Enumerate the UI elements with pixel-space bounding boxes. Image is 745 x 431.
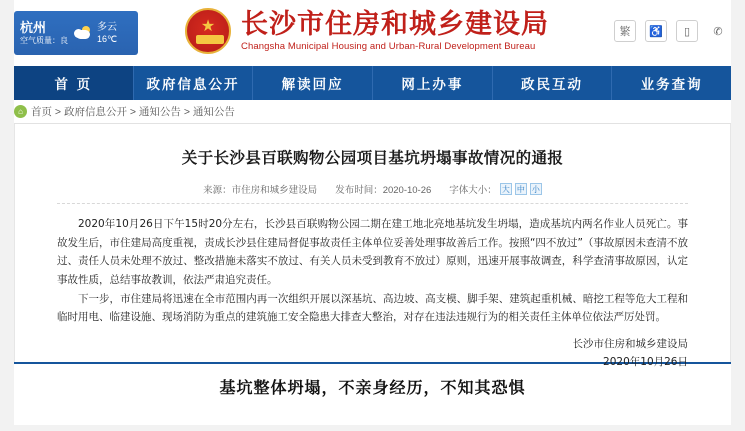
mobile-icon[interactable]: ▯ <box>676 20 698 42</box>
weather-city: 杭州 <box>20 19 47 35</box>
font-size-medium-button[interactable]: 中 <box>516 184 525 194</box>
accessibility-icon[interactable]: ♿ <box>645 20 667 42</box>
traditional-chinese-icon[interactable]: 繁 <box>614 20 636 42</box>
brand-text <box>241 8 549 52</box>
article-container <box>14 124 731 368</box>
weather-air-quality: 空气质量：良 <box>20 35 68 45</box>
font-size-small-button[interactable]: 小 <box>531 184 540 194</box>
article-meta <box>57 182 688 204</box>
site-header <box>0 0 745 66</box>
weather-condition: 多云 <box>97 21 117 33</box>
signature-org: 长沙市住房和城乡建设局 <box>572 338 688 351</box>
site-brand[interactable] <box>185 8 549 54</box>
main-navigation <box>14 66 731 100</box>
nav-item-online-service[interactable]: 网上办事 <box>373 66 493 100</box>
nav-item-business-query[interactable]: 业务查询 <box>640 77 703 93</box>
cloud-icon <box>72 26 94 40</box>
breadcrumb-text[interactable]: 首页 > 政府信息公开 > 通知公告 > 通知公告 <box>31 106 235 118</box>
font-size-control <box>449 182 542 196</box>
nav-item-government-info[interactable]: 政府信息公开 <box>134 66 254 100</box>
article-publish-time: 发布时间：2020-10-26 <box>335 185 432 196</box>
article-source: 来源：市住房和城乡建设局 <box>203 185 318 196</box>
nav-item-home[interactable]: 首 页 <box>14 66 134 100</box>
right-gutter <box>731 0 745 431</box>
brand-name-en: Changsha Municipal Housing and Urban-Rural Development Bureau <box>241 40 536 52</box>
weather-condition-group <box>72 22 117 45</box>
signature-date: 2020年10月26日 <box>603 355 688 368</box>
footer-banner-title: 基坑整体坍塌，不亲身经历，不知其恐惧 <box>219 377 526 397</box>
breadcrumb <box>14 100 731 124</box>
weather-widget[interactable] <box>14 11 138 55</box>
article-paragraph: 下一步，市住建局将迅速在全市范围内再一次组织开展以深基坑、高边坡、高支模、脚手架、建筑起重机械、暗挖工程等危大工程和临时用电、临建设施、现场消防为重点的建筑施工安全隐患大排查大整治，对存在违法违规行为的相关责任主体单位依法严厉处罚。 <box>57 292 688 324</box>
national-emblem-icon <box>185 8 231 54</box>
weather-location <box>20 21 72 46</box>
page-title: 关于长沙县百联购物公园项目基坑坍塌事故情况的通报 <box>181 149 564 167</box>
wechat-icon[interactable]: ✆ <box>707 20 729 42</box>
font-size-large-button[interactable]: 大 <box>501 184 510 194</box>
weather-temp: 16℃ <box>97 33 118 44</box>
font-size-label: 字体大小： <box>449 185 497 196</box>
nav-item-interpretation[interactable]: 解读回应 <box>253 66 373 100</box>
brand-name-cn: 长沙市住房和城乡建设局 <box>241 8 549 40</box>
bottom-gutter <box>0 425 745 431</box>
article-paragraph: 2020年10月26日下午15时20分左右，长沙县百联购物公园二期在建工地北亮地基坑发生坍塌，造成基坑内两名作业人员死亡。事故发生后，市住建局高度重视，责成长沙县住建局督促事故责任主体单位妥善处理事故善后工作。按照“四不放过”（事故原因未查清不放过、责任人员未处理不放过、整改措施未落实不放过、有关人员未受到教育不放过）原则，迅速开展事故调查，科学查清事故原因，认定事故性质，总结事故教训，依法严肃追究责任。 <box>57 218 688 287</box>
nav-item-public-interaction[interactable]: 政民互动 <box>493 66 613 100</box>
article-body <box>57 215 688 327</box>
header-icon-group <box>614 20 729 42</box>
left-gutter <box>0 0 14 431</box>
home-icon[interactable]: ⌂ <box>14 105 27 118</box>
